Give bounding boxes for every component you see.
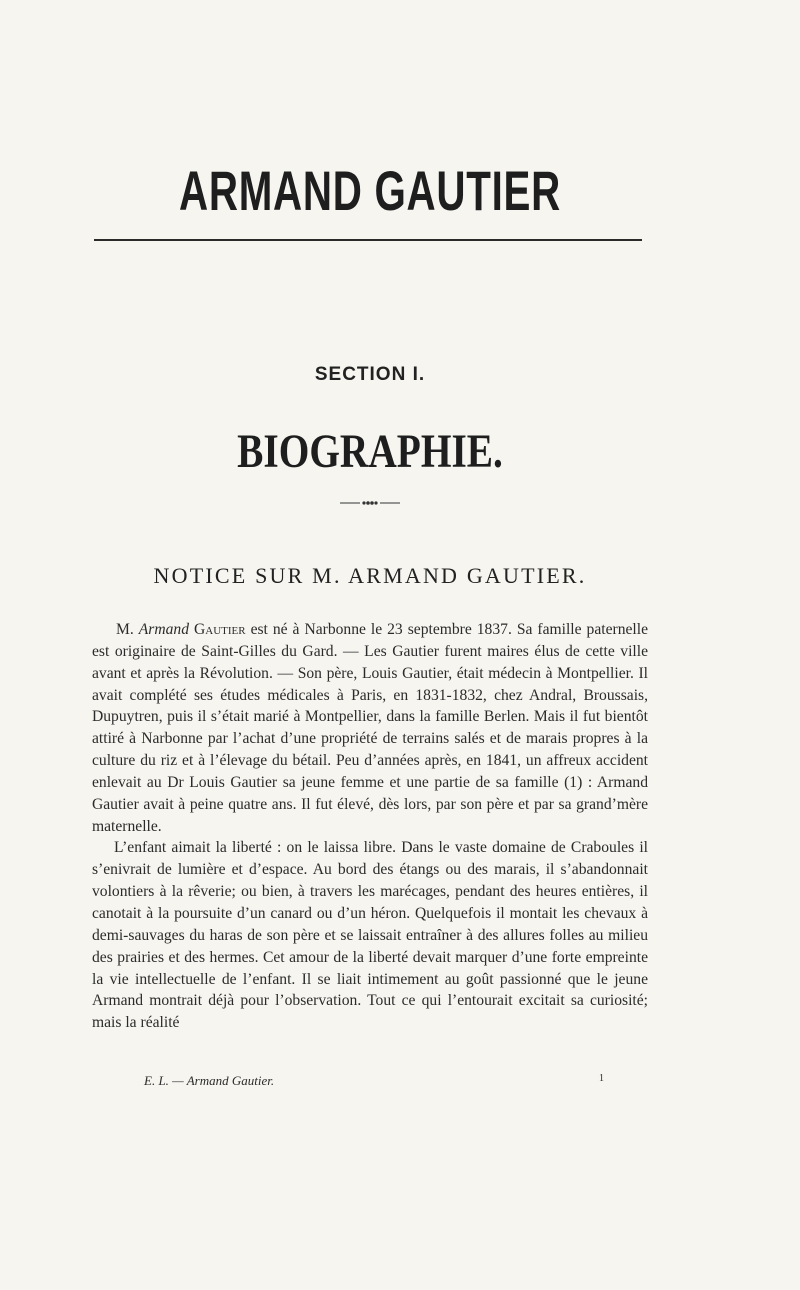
- footer-signature: E. L. — Armand Gautier.: [144, 1073, 275, 1088]
- surname: Gautier: [193, 621, 246, 638]
- first-name: Armand: [138, 621, 189, 638]
- body-text: [92, 619, 648, 1034]
- ornament-divider: [338, 500, 402, 506]
- section-title: BIOGRAPHIE.: [237, 425, 503, 478]
- paragraph-1-text: est né à Narbonne le 23 septembre 1837. Sa famille paternelle est originaire de Saint-Gilles du Gard. — Les Gautier furent maires élus de cette ville avant et après la Révolution. — Son père, Louis Gautier, était médecin à Montpellier. Il avait complété ses études médicales à Paris, en 1831-1832, chez Andral, Broussais, Dupuytren, puis il s’était marié à Montpellier, dans la famille Berlen. Mais il fut bientôt attiré à Narbonne par l’achat d’une propriété de terrains salés et de marais propres à la culture du riz et à l’élevage du bétail. Peu d’années après, en 1841, un affreux accident enlevait au Dr Louis Gautier sa jeune femme et une partie de sa famille (1) : Armand Gautier avait à peine quatre ans. Il fut élevé, dès lors, par son père et par sa grand’mère maternelle.: [92, 621, 649, 835]
- paragraph-1-m: M.: [116, 621, 134, 638]
- author-heading: ARMAND GAUTIER: [179, 159, 561, 222]
- heading-rule: [94, 239, 642, 241]
- page-number: 1: [599, 1073, 604, 1084]
- notice-title: NOTICE SUR M. ARMAND GAUTIER.: [153, 563, 587, 588]
- paragraph-2: L’enfant aimait la liberté : on le laissa libre. Dans le vaste domaine de Craboules il s’enivrait de lumière et d’espace. Au bord des étangs ou des marais, il s’abandonnait volontiers à la rêverie; ou bien, à travers les marécages, pendant des heures entières, il canotait à la poursuite d’un canard ou d’un héron. Quelquefois il montait les chevaux à demi-sauvages du haras de son père et se laissait entraîner à des allures folles au milieu des prairies et des hermes. Cet amour de la liberté devait marquer d’une forte empreinte la vie intellectuelle de l’enfant. Il se liait intimement au goût passionné que le jeune Armand montrait déjà pour l’observation. Tout ce qui l’entourait excitait sa curiosité; mais la réalité: [92, 839, 648, 1032]
- section-label: SECTION I.: [314, 364, 426, 385]
- paragraph-1: [92, 619, 648, 837]
